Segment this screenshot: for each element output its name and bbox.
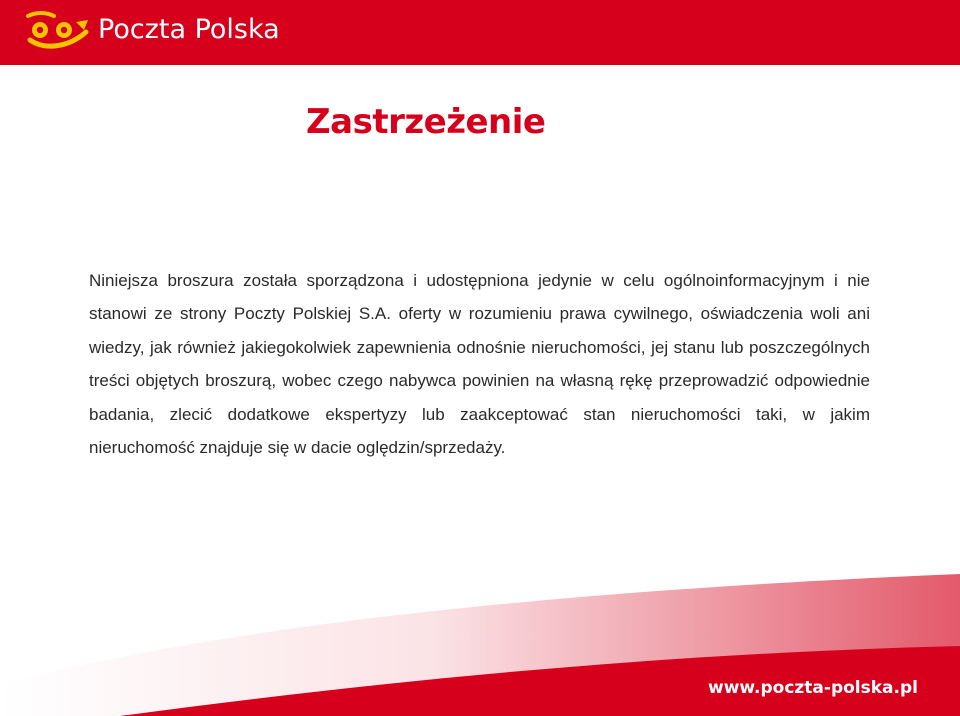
- footer-band: [0, 574, 960, 716]
- disclaimer-text: Niniejsza broszura została sporządzona i udostępniona jedynie w celu ogólnoinformacyjnym i nie stanowi ze strony Poczty Polskiej S.A. oferty w rozumieniu prawa cywilnego, oświadczenia woli ani wiedzy, jak również jakiegokolwiek zapewnienia odnośnie nieruchomości, jej stanu lub poszczególnych treści objętych broszurą, wobec czego nabywca powinien na własną rękę przeprowadzić odpowiednie badania, zlecić dodatkowe ekspertyzy lub zaakceptować stan nieruchomości taki, w jakim nieruchomość znajduje się w dacie oględzin/sprzedaży.: [89, 271, 870, 458]
- brand-name: Poczta Polska: [98, 14, 280, 45]
- website-url[interactable]: www.poczta-polska.pl: [708, 678, 918, 698]
- page-title: Zastrzeżenie: [306, 102, 546, 142]
- header-bar: [0, 0, 960, 65]
- poczta-polska-logo-icon: [24, 10, 92, 50]
